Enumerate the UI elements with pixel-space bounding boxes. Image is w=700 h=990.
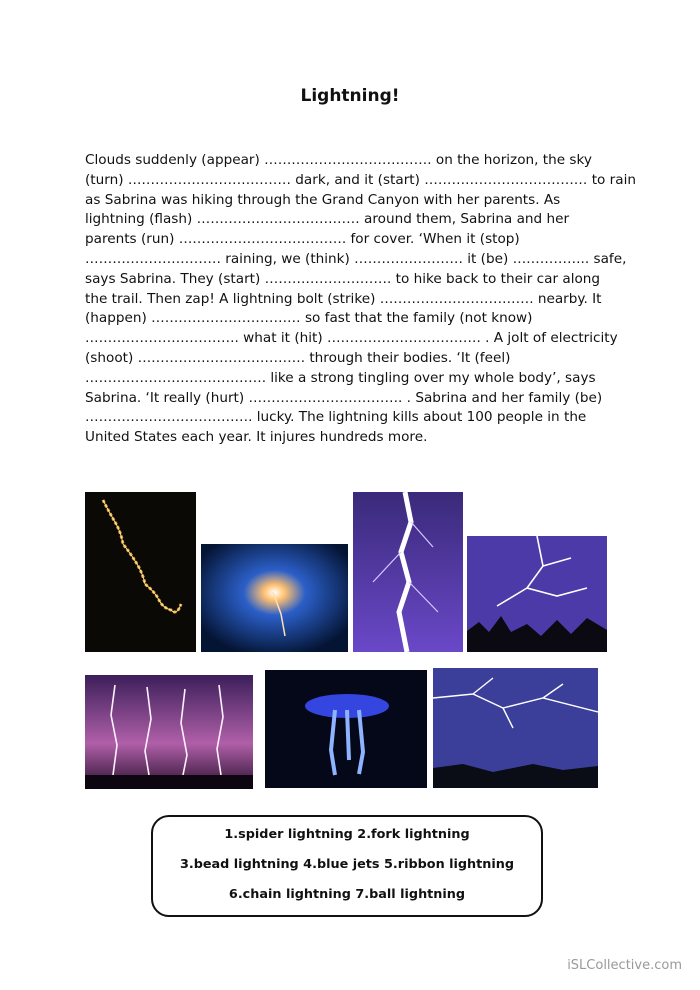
answer-line-1: 1.spider lightning 2.fork lightning	[224, 827, 470, 842]
paragraph-line: …………………………………. like a strong tingling over my whole body’, says	[85, 369, 596, 386]
lightning-photo-spider	[467, 536, 607, 652]
lightning-photo-fork	[85, 675, 253, 789]
answer-key-box	[151, 815, 543, 917]
paragraph-line: Clouds suddenly (appear) ………………………………. on the horizon, the sky	[85, 152, 592, 168]
paragraph-line: ……………………………. what it (hit) ……………………………. . A jolt of electricity	[85, 330, 618, 347]
lightning-photo-chain	[433, 668, 598, 788]
gap-fill-paragraph	[85, 151, 636, 448]
paragraph-line: parents (run) ………………………………. for cover. ‘When it (stop)	[85, 231, 520, 248]
paragraph-line: (turn) ……………………………… dark, and it (start) ……………………………… to rain	[85, 171, 636, 188]
paragraph-line: (happen) …………………………… so fast that the family (not know)	[85, 310, 533, 327]
paragraph-line: lightning (flash) ……………………………… around them, Sabrina and her	[85, 211, 570, 228]
paragraph-line: Sabrina. ‘It really (hurt) ……………………………. . Sabrina and her family (be)	[85, 389, 603, 406]
paragraph-line: United States each year. It injures hundreds more.	[85, 429, 428, 446]
paragraph-line: as Sabrina was hiking through the Grand Canyon with her parents. As	[85, 191, 561, 208]
paragraph-line: says Sabrina. They (start) ………………………. to hike back to their car along	[85, 270, 601, 287]
lightning-photo-bead	[85, 492, 196, 652]
paragraph-line: the trail. Then zap! A lightning bolt (strike) ……………………………. nearby. It	[85, 290, 602, 307]
answer-line-2: 3.bead lightning 4.blue jets 5.ribbon lightning	[179, 857, 515, 872]
watermark-footer: iSLCollective.com	[567, 958, 682, 973]
lightning-photo-blue-jets	[265, 670, 427, 788]
answer-line-3: 6.chain lightning 7.ball lightning	[228, 887, 466, 902]
paragraph-line: (shoot) ………………………………. through their bodies. ‘It (feel)	[85, 349, 511, 366]
paragraph-line: ………………………………. lucky. The lightning kills about 100 people in the	[85, 409, 587, 426]
lightning-photo-ball	[201, 544, 348, 652]
paragraph-line: ………………………… raining, we (think) …………………… it (be) …………….. safe,	[85, 250, 627, 267]
lightning-photo-ribbon	[353, 492, 463, 652]
worksheet-title: Lightning!	[300, 86, 400, 106]
